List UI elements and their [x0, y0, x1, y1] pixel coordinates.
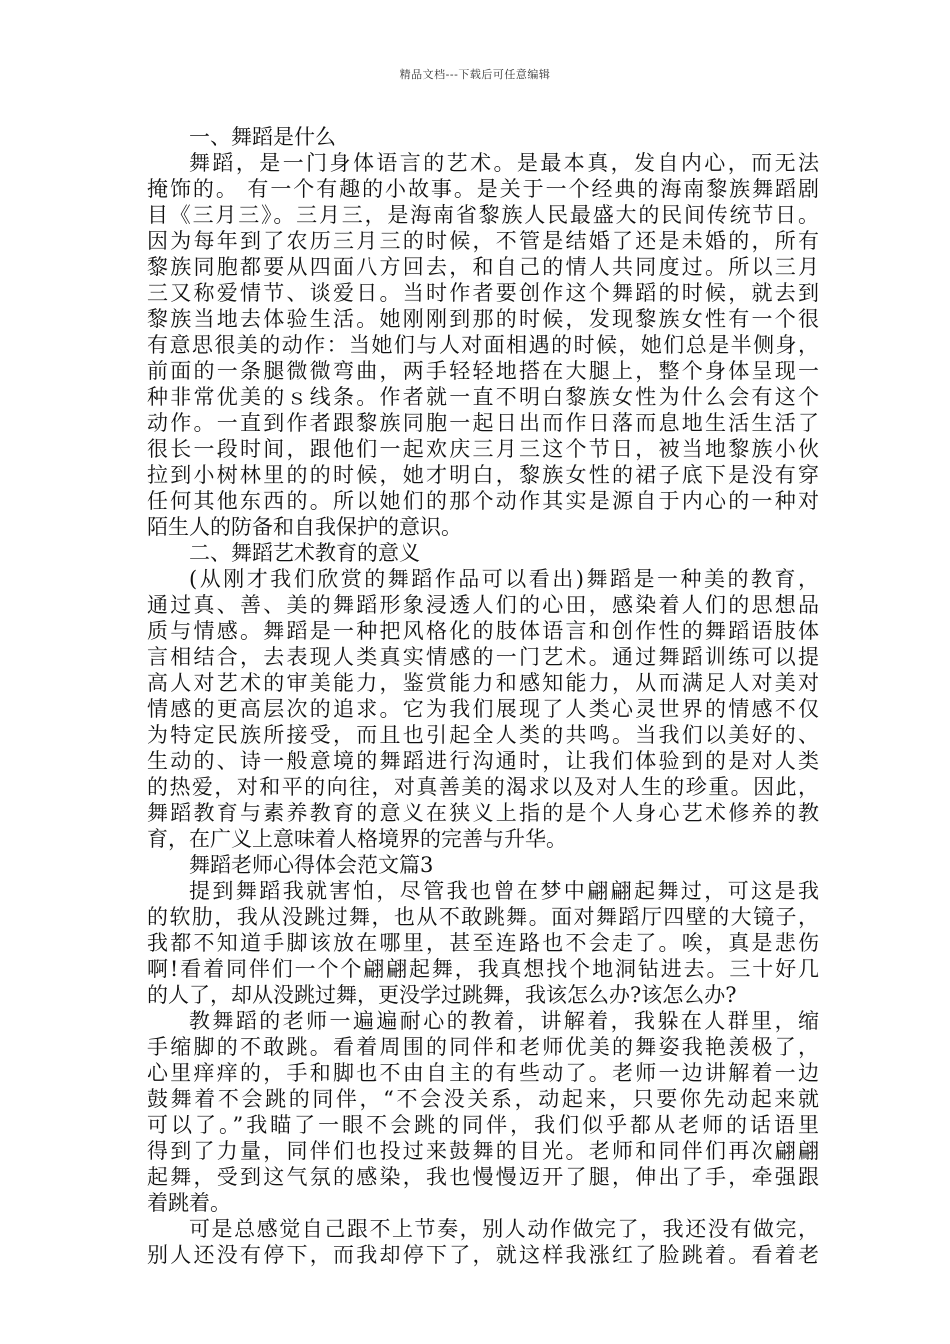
text-line: 高人对艺术的审美能力，鉴赏能力和感知能力，从而满足人对美对 [147, 671, 819, 695]
text-line: 为特定民族所接受，而且也引起全人类的共鸣。当我们以美好的、 [147, 723, 819, 747]
text-line: 生动的、诗一般意境的舞蹈进行沟通时，让我们体验到的是对人类 [147, 749, 819, 773]
text-line: 陌生人的防备和自我保护的意识。 [147, 515, 462, 539]
text-line: 有意思很美的动作：当她们与人对面相遇的时候，她们总是半侧身， [147, 333, 819, 357]
text-line: 目《三月三》。三月三，是海南省黎族人民最盛大的民间传统节日。 [147, 203, 819, 227]
section-heading: 一、舞蹈是什么 [189, 125, 336, 149]
text-line: 掩饰的。 有一个有趣的小故事。是关于一个经典的海南黎族舞蹈剧 [147, 177, 819, 201]
text-line: 着跳着。 [147, 1191, 231, 1215]
text-line: 提到舞蹈我就害怕，尽管我也曾在梦中翩翩起舞过，可这是我 [189, 879, 819, 903]
text-line: 因为每年到了农历三月三的时候，不管是结婚了还是未婚的，所有 [147, 229, 819, 253]
text-line: 起舞，受到这气氛的感染，我也慢慢迈开了腿，伸出了手，牵强跟 [147, 1165, 819, 1189]
text-line: 拉到小树林里的的时候，她才明白，黎族女性的裙子底下是没有穿 [147, 463, 819, 487]
text-line: 教舞蹈的老师一遍遍耐心的教着，讲解着，我躲在人群里，缩 [189, 1009, 819, 1033]
text-line: 鼓舞着不会跳的同伴，“不会没关系，动起来，只要你先动起来就 [147, 1087, 819, 1111]
text-line: 前面的一条腿微微弯曲，两手轻轻地搭在大腿上，整个身体呈现一 [147, 359, 819, 383]
section-heading: 二、舞蹈艺术教育的意义 [189, 541, 420, 565]
text-line: 的软肋，我从没跳过舞，也从不敢跳舞。面对舞蹈厅四壁的大镜子， [147, 905, 819, 929]
text-line: 别人还没有停下，而我却停下了，就这样我涨红了脸跳着。看着老 [147, 1243, 819, 1267]
text-line: 舞蹈，是一门身体语言的艺术。是最本真，发自内心，而无法 [189, 151, 819, 175]
text-line: 育，在广义上意味着人格境界的完善与升华。 [147, 827, 567, 851]
document-body [147, 124, 819, 1268]
page-header: 精品文档---下载后可任意编辑 [399, 68, 551, 81]
text-line: 种非常优美的ｓ线条。作者就一直不明白黎族女性为什么会有这个 [147, 385, 819, 409]
text-line: 的人了，却从没跳过舞，更没学过跳舞，我该怎么办?该怎么办? [147, 983, 737, 1007]
text-line: 质与情感。舞蹈是一种把风格化的肢体语言和创作性的舞蹈语肢体 [147, 619, 819, 643]
text-line: 情感的更高层次的追求。它为我们展现了人类心灵世界的情感不仅 [147, 697, 819, 721]
text-line: 可是总感觉自己跟不上节奏，别人动作做完了，我还没有做完， [189, 1217, 819, 1241]
text-line: (从刚才我们欣赏的舞蹈作品可以看出)舞蹈是一种美的教育， [189, 567, 819, 591]
text-line: 任何其他东西的。所以她们的那个动作其实是源自于内心的一种对 [147, 489, 819, 513]
text-line: 心里痒痒的，手和脚也不由自主的有些动了。老师一边讲解着一边 [147, 1061, 819, 1085]
text-line: 很长一段时间，跟他们一起欢庆三月三这个节日，被当地黎族小伙 [147, 437, 819, 461]
text-line: 三又称爱情节、谈爱日。当时作者要创作这个舞蹈的时候，就去到 [147, 281, 819, 305]
text-line: 可以了。”我瞄了一眼不会跳的同伴，我们似乎都从老师的话语里 [147, 1113, 819, 1137]
text-line: 啊!看着同伴们一个个翩翩起舞，我真想找个地洞钻进去。三十好几 [147, 957, 819, 981]
text-line: 通过真、善、美的舞蹈形象浸透人们的心田，感染着人们的思想品 [147, 593, 819, 617]
text-line: 手缩脚的不敢跳。看着周围的同伴和老师优美的舞姿我艳羡极了， [147, 1035, 819, 1059]
text-line: 黎族同胞都要从四面八方回去，和自己的情人共同度过。所以三月 [147, 255, 819, 279]
text-line: 言相结合，去表现人类真实情感的一门艺术。通过舞蹈训练可以提 [147, 645, 819, 669]
section-heading: 舞蹈老师心得体会范文篇3 [189, 853, 434, 877]
text-line: 动作。一直到作者跟黎族同胞一起日出而作日落而息地生活生活了 [147, 411, 819, 435]
text-line: 的热爱，对和平的向往，对真善美的渴求以及对人生的珍重。因此， [147, 775, 819, 799]
text-line: 得到了力量，同伴们也投过来鼓舞的目光。老师和同伴们再次翩翩 [147, 1139, 819, 1163]
text-line: 舞蹈教育与素养教育的意义在狭义上指的是个人身心艺术修养的教 [147, 801, 819, 825]
text-line: 我都不知道手脚该放在哪里，甚至连路也不会走了。唉，真是悲伤 [147, 931, 819, 955]
text-line: 黎族当地去体验生活。她刚刚到那的时候，发现黎族女性有一个很 [147, 307, 819, 331]
